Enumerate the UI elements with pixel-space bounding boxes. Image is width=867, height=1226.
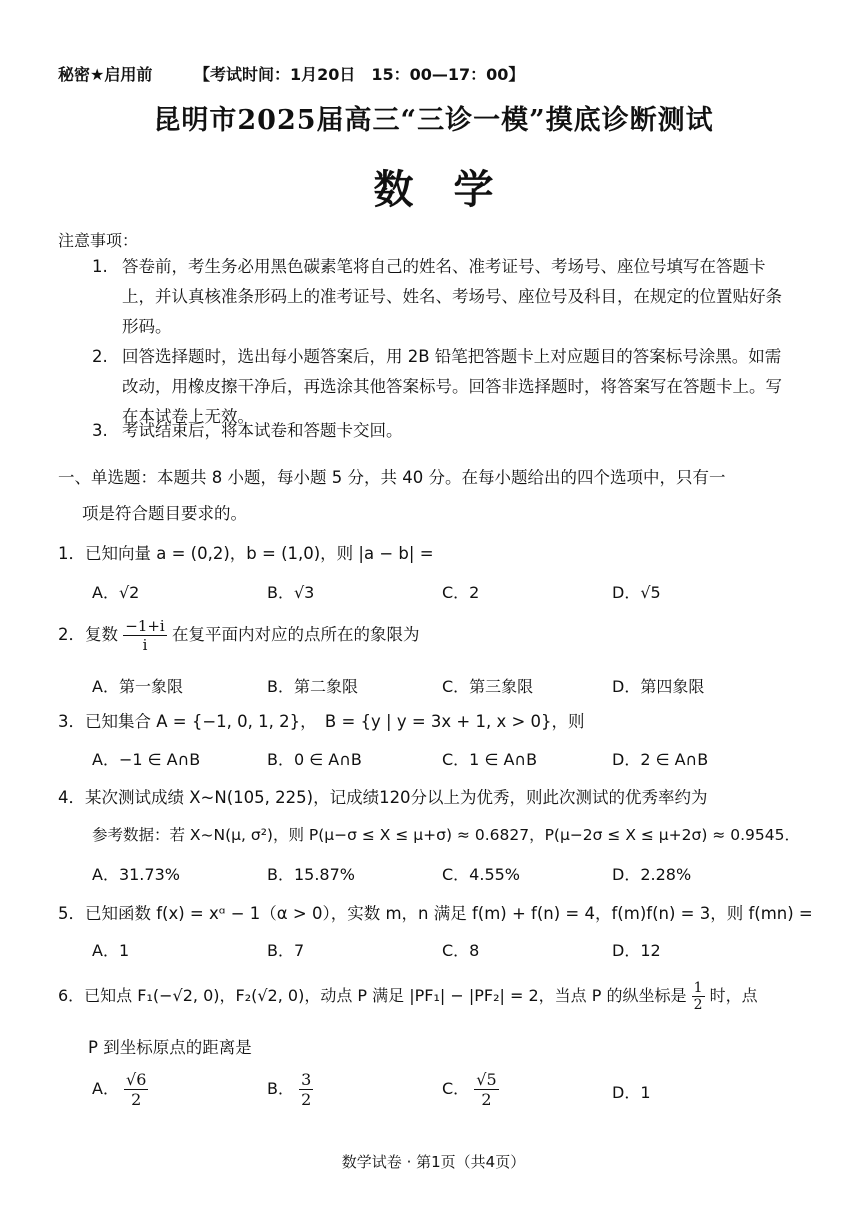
option-d: D．第四象限	[612, 677, 705, 696]
option-d: D．√5	[612, 583, 661, 602]
option-label: A．	[92, 1079, 119, 1098]
question-2	[58, 617, 419, 654]
complex-fraction	[123, 617, 166, 654]
note-text: 回答选择题时，选出每小题答案后，用 2B 铅笔把答题卡上对应题目的答案标号涂黑。如需改动，用橡皮擦干净后，再选涂其他答案标号。回答非选择题时，将答案写在答题卡上。写在本试卷上无效。	[122, 347, 782, 426]
question-5: 5．已知函数 f(x) = xᵅ − 1（α > 0），实数 m，n 满足 f(m) + f(n) = 4，f(m)f(n) = 3，则 f(mn) =	[58, 904, 813, 923]
question-2-suffix: 在复平面内对应的点所在的象限为	[171, 625, 420, 644]
option-b: B．√3	[267, 583, 315, 602]
option-b: B．0 ∈ A∩B	[267, 750, 362, 769]
note-number: 1.	[92, 257, 108, 276]
section-line-2: 项是符合题目要求的。	[82, 504, 247, 523]
note-text: 答卷前，考生务必用黑色碳素笔将自己的姓名、准考证号、考场号、座位号填写在答题卡上，并认真核准条形码上的准考证号、姓名、考场号、座位号及科目，在规定的位置贴好条形码。	[122, 257, 782, 336]
fraction-numerator: √5	[476, 1070, 497, 1089]
option-a: A．31.73%	[92, 865, 180, 884]
note-item	[92, 416, 792, 446]
subject-title: 数学	[373, 166, 534, 213]
option-fraction	[299, 1070, 313, 1109]
question-4: 4．某次测试成绩 X~N(105, 225)，记成绩120分以上为优秀，则此次测试的优秀率约为	[58, 788, 708, 807]
page-footer: 数学试卷 · 第1页（共4页）	[341, 1153, 526, 1171]
question-3: 3．已知集合 A = {−1, 0, 1, 2}， B = {y | y = 3x + 1, x > 0}，则	[58, 712, 585, 731]
option-fraction	[474, 1070, 498, 1109]
exam-time: 【考试时间：1月20日 15：00—17：00】	[193, 65, 525, 84]
option-label: C．	[442, 1079, 470, 1098]
option-c: C．2	[442, 583, 480, 602]
option-c: C．4.55%	[442, 865, 521, 884]
option-a: A．−1 ∈ A∩B	[92, 750, 201, 769]
fraction-numerator: −1+i	[125, 617, 165, 635]
fraction-denominator: i	[142, 636, 148, 654]
question-2-prefix: 2．复数	[58, 625, 118, 644]
question-6	[58, 980, 758, 1013]
fraction-denominator: 2	[481, 1090, 492, 1109]
fraction-numerator: 3	[301, 1070, 312, 1089]
option-d: D．2 ∈ A∩B	[612, 750, 709, 769]
section-heading	[58, 460, 798, 532]
option-c: C．1 ∈ A∩B	[442, 750, 538, 769]
option-a	[92, 1070, 148, 1109]
question-6-line-2: P 到坐标原点的距离是	[88, 1038, 252, 1057]
option-c: C．第三象限	[442, 677, 534, 696]
option-b	[267, 1070, 313, 1109]
option-a: A．第一象限	[92, 677, 183, 696]
fraction-numerator: √6	[126, 1070, 147, 1089]
fraction-denominator: 2	[131, 1090, 142, 1109]
option-a: A．√2	[92, 583, 140, 602]
section-line-1: 一、单选题：本题共 8 小题，每小题 5 分，共 40 分。在每小题给出的四个选项中，只有一	[58, 468, 726, 487]
question-6-suffix: 时，点	[709, 986, 758, 1005]
option-c	[442, 1070, 499, 1109]
option-b: B．7	[267, 941, 305, 960]
question-6-prefix: 6．已知点 F₁(−√2, 0)，F₂(√2, 0)，动点 P 满足 |PF₁| − |PF₂| = 2，当点 P 的纵坐标是	[58, 986, 687, 1005]
fraction-numerator: 1	[693, 980, 703, 996]
note-number: 2.	[92, 347, 108, 366]
question-6-options	[92, 1070, 812, 1130]
option-d: D．1	[612, 1083, 651, 1102]
option-a: A．1	[92, 941, 130, 960]
exam-header	[58, 62, 524, 85]
question-4-reference: 参考数据：若 X~N(μ, σ²)，则 P(μ−σ ≤ X ≤ μ+σ) ≈ 0.6827，P(μ−2σ ≤ X ≤ μ+2σ) ≈ 0.9545．	[92, 826, 800, 844]
fraction-denominator: 2	[693, 997, 703, 1013]
option-d: D．2.28%	[612, 865, 692, 884]
note-item	[92, 252, 792, 342]
option-d: D．12	[612, 941, 661, 960]
note-number: 3.	[92, 421, 108, 440]
option-label: B．	[267, 1079, 294, 1098]
option-b: B．第二象限	[267, 677, 358, 696]
page-title: 昆明市2025届高三“三诊一模”摸底诊断测试	[153, 105, 714, 136]
fraction-denominator: 2	[301, 1090, 312, 1109]
secret-label: 秘密★启用前	[58, 65, 153, 84]
question-1: 1．已知向量 a = (0,2)，b = (1,0)，则 |a − b| =	[58, 544, 434, 563]
option-b: B．15.87%	[267, 865, 355, 884]
notes-heading: 注意事项：	[58, 231, 139, 250]
option-c: C．8	[442, 941, 480, 960]
half-fraction	[692, 980, 705, 1013]
note-text: 考试结束后，将本试卷和答题卡交回。	[122, 421, 403, 440]
option-fraction	[124, 1070, 148, 1109]
